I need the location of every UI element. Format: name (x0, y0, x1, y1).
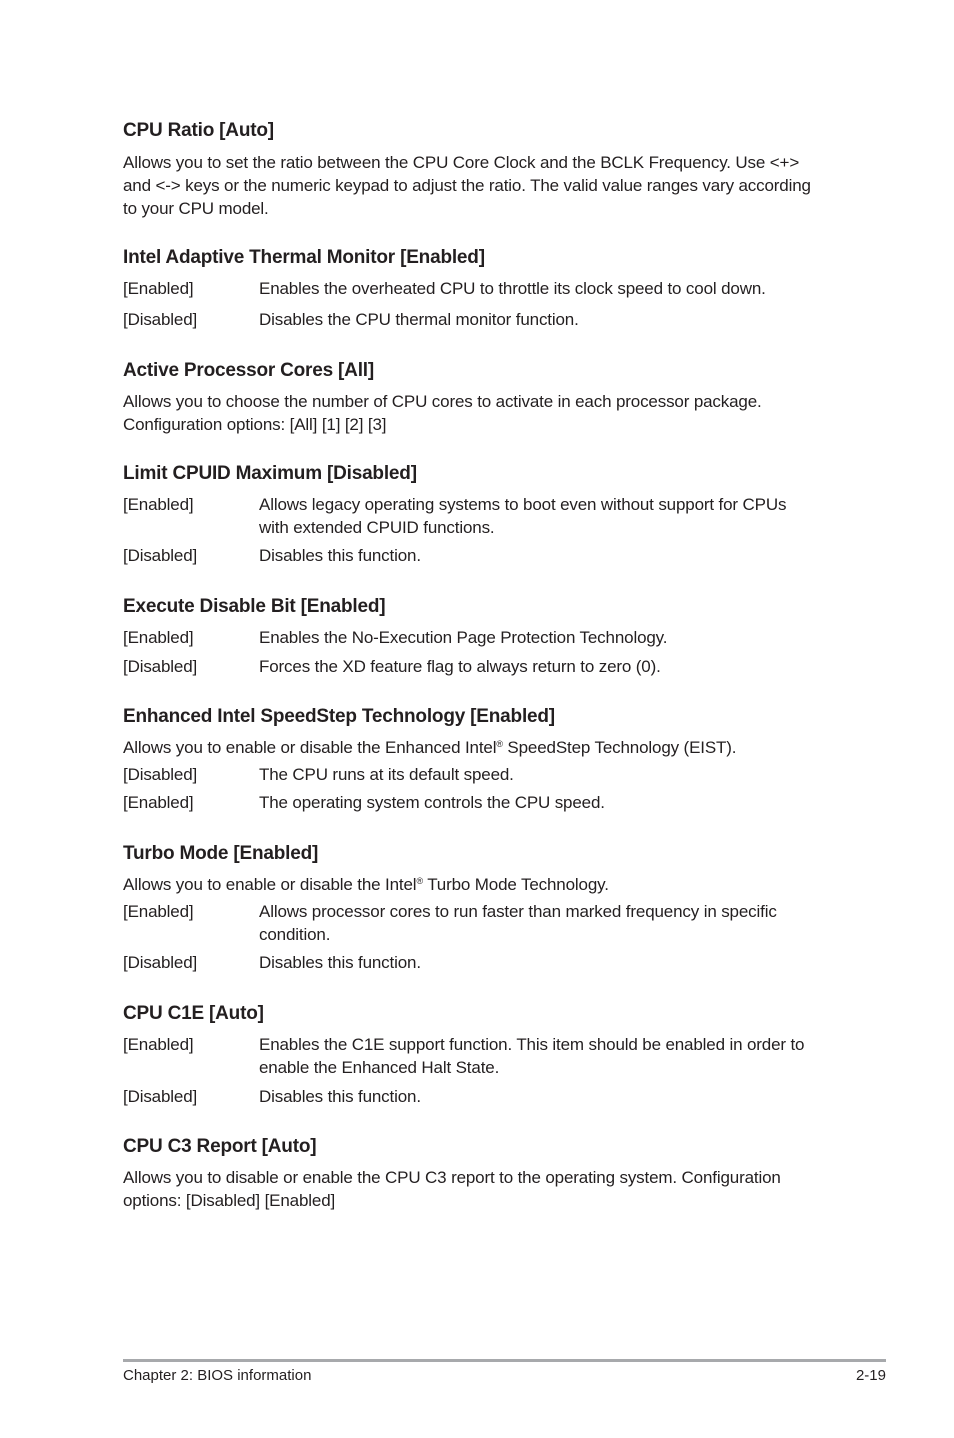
registered-mark: ® (496, 739, 503, 749)
footer-page-number: 2-19 (855, 1367, 886, 1384)
heading-execute-disable: Execute Disable Bit [Enabled] (123, 596, 386, 617)
option-label: [Enabled] (123, 902, 194, 921)
option-description (259, 655, 839, 678)
text-line: Allows processor cores to run faster than marked frequency in specific (259, 902, 777, 921)
text-line: Configuration options: [All] [1] [2] [3] (123, 415, 387, 434)
text-line: Enables the C1E support function. This item should be enabled in order to (259, 1035, 805, 1054)
text-line: Allows you to disable or enable the CPU C3 report to the operating system. Configuration (123, 1168, 781, 1187)
heading-thermal-monitor: Intel Adaptive Thermal Monitor [Enabled] (123, 247, 485, 268)
heading-turbo-mode: Turbo Mode [Enabled] (123, 843, 319, 864)
option-description (259, 626, 839, 649)
heading-cpu-ratio: CPU Ratio [Auto] (123, 120, 274, 141)
option-description (259, 308, 839, 331)
intro-text: Allows you to enable or disable the Intel (123, 875, 417, 894)
paragraph-active-cores (123, 390, 843, 436)
text-line: with extended CPUID functions. (259, 518, 495, 537)
text-line: Enables the No-Execution Page Protection Technology. (259, 628, 668, 647)
text-line: Disables this function. (259, 546, 421, 565)
heading-cpu-c1e: CPU C1E [Auto] (123, 1003, 264, 1024)
heading-limit-cpuid: Limit CPUID Maximum [Disabled] (123, 463, 417, 484)
paragraph-speedstep (123, 736, 843, 759)
footer-chapter: Chapter 2: BIOS information (123, 1367, 312, 1384)
text-line: The CPU runs at its default speed. (259, 765, 514, 784)
option-label: [Disabled] (123, 310, 198, 329)
intro-text: Allows you to enable or disable the Enhanced Intel (123, 738, 497, 757)
registered-mark: ® (416, 876, 423, 886)
option-description (259, 1033, 839, 1079)
text-line: to your CPU model. (123, 199, 269, 218)
heading-cpu-c3-report: CPU C3 Report [Auto] (123, 1136, 317, 1157)
option-label: [Disabled] (123, 1087, 198, 1106)
paragraph-cpu-ratio (123, 151, 843, 220)
text-line: Allows legacy operating systems to boot even without support for CPUs (259, 495, 787, 514)
option-description (259, 900, 839, 946)
option-label: [Enabled] (123, 628, 194, 647)
text-line: Allows you to choose the number of CPU cores to activate in each processor package. (123, 392, 762, 411)
option-description (259, 951, 839, 974)
text-line: Enables the overheated CPU to throttle its clock speed to cool down. (259, 279, 766, 298)
text-line: Forces the XD feature flag to always return to zero (0). (259, 657, 661, 676)
option-label: [Disabled] (123, 546, 198, 565)
heading-active-cores: Active Processor Cores [All] (123, 360, 374, 381)
text-line: condition. (259, 925, 331, 944)
option-label: [Disabled] (123, 657, 198, 676)
option-label: [Enabled] (123, 279, 194, 298)
option-description (259, 1085, 839, 1108)
option-description (259, 277, 839, 300)
option-label: [Enabled] (123, 793, 194, 812)
text-line: Disables the CPU thermal monitor function. (259, 310, 579, 329)
option-description (259, 544, 839, 567)
text-line: Disables this function. (259, 1087, 421, 1106)
paragraph-cpu-c3-report (123, 1166, 843, 1212)
text-line: and <-> keys or the numeric keypad to adjust the ratio. The valid value ranges vary according (123, 176, 811, 195)
text-line: enable the Enhanced Halt State. (259, 1058, 500, 1077)
intro-text: Turbo Mode Technology. (422, 875, 609, 894)
intro-text: SpeedStep Technology (EIST). (502, 738, 737, 757)
option-description (259, 763, 839, 786)
heading-speedstep: Enhanced Intel SpeedStep Technology [Enabled] (123, 706, 555, 727)
text-line: Allows you to set the ratio between the CPU Core Clock and the BCLK Frequency. Use <+> (123, 153, 800, 172)
option-label: [Disabled] (123, 765, 198, 784)
option-label: [Enabled] (123, 495, 194, 514)
paragraph-turbo-mode (123, 873, 843, 896)
footer-divider (123, 1359, 886, 1362)
option-label: [Disabled] (123, 953, 198, 972)
option-label: [Enabled] (123, 1035, 194, 1054)
option-description (259, 791, 839, 814)
option-description (259, 493, 839, 539)
text-line: options: [Disabled] [Enabled] (123, 1191, 336, 1210)
text-line: Disables this function. (259, 953, 421, 972)
text-line: The operating system controls the CPU speed. (259, 793, 605, 812)
